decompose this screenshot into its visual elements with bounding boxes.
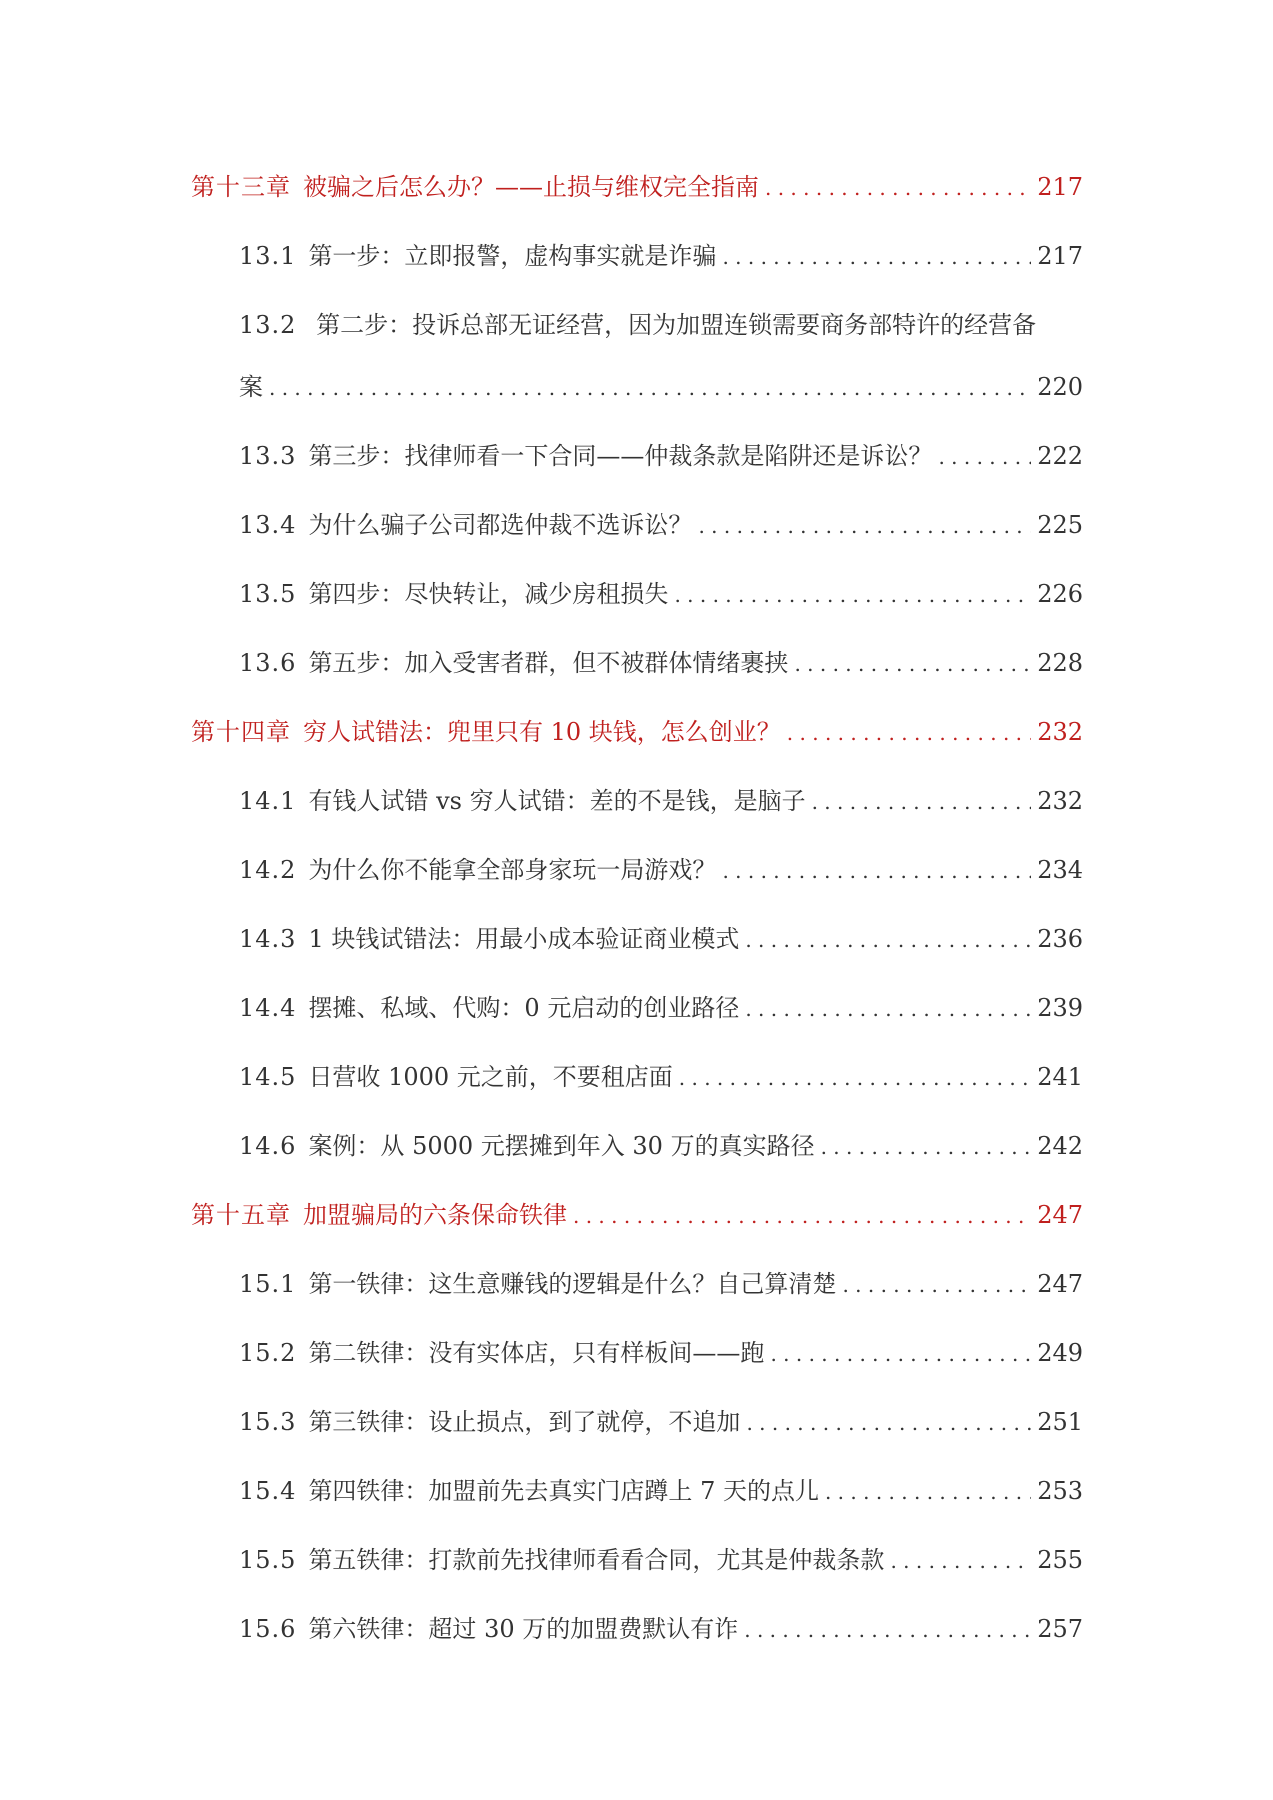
section-title: 有钱人试错 vs 穷人试错：差的不是钱，是脑子 — [308, 787, 806, 815]
section-title: 1 块钱试错法：用最小成本验证商业模式 — [308, 925, 740, 953]
section-title: 第五铁律：打款前先找律师看看合同，尤其是仲裁条款 — [308, 1546, 885, 1574]
section-number: 14.1 — [239, 787, 297, 815]
toc-section-14-3[interactable] — [239, 923, 1083, 956]
toc-section-13-6[interactable] — [239, 647, 1083, 680]
toc-section-13-2-line2[interactable] — [239, 371, 1083, 404]
page-number: 241 — [1037, 1063, 1083, 1091]
page-number: 234 — [1037, 856, 1083, 884]
leader-dots — [679, 1061, 1031, 1094]
section-number: 15.2 — [239, 1339, 297, 1367]
toc-section-15-1[interactable] — [239, 1268, 1083, 1301]
chapter-number: 第十三章 — [191, 173, 291, 201]
section-number: 14.4 — [239, 994, 297, 1022]
section-number: 13.5 — [239, 580, 297, 608]
page-number: 247 — [1037, 1270, 1083, 1298]
toc-section-15-4[interactable] — [239, 1475, 1083, 1508]
toc-section-15-3[interactable] — [239, 1406, 1083, 1439]
leader-dots — [765, 171, 1031, 204]
page-number: 228 — [1037, 649, 1083, 677]
leader-dots — [674, 578, 1031, 611]
section-title: 第五步：加入受害者群，但不被群体情绪裹挟 — [308, 649, 789, 677]
leader-dots — [770, 1337, 1031, 1370]
page-number: 249 — [1037, 1339, 1083, 1367]
toc-section-15-2[interactable] — [239, 1337, 1083, 1370]
section-number: 13.1 — [239, 242, 297, 270]
toc-section-13-3[interactable] — [239, 440, 1083, 473]
section-number: 13.3 — [239, 442, 297, 470]
leader-dots — [842, 1268, 1031, 1301]
section-title: 第三步：找律师看一下合同——仲裁条款是陷阱还是诉讼？ — [308, 442, 933, 470]
leader-dots — [745, 992, 1031, 1025]
section-title: 第一步：立即报警，虚构事实就是诈骗 — [308, 242, 717, 270]
page-number: 222 — [1037, 442, 1083, 470]
section-number: 15.3 — [239, 1408, 297, 1436]
toc-section-14-4[interactable] — [239, 992, 1083, 1025]
leader-dots — [698, 509, 1031, 542]
section-number: 14.2 — [239, 856, 297, 884]
leader-dots — [787, 716, 1031, 749]
page-number: 226 — [1037, 580, 1083, 608]
section-title: 为什么骗子公司都选仲裁不选诉讼？ — [308, 511, 693, 539]
leader-dots — [938, 440, 1031, 473]
section-number: 14.5 — [239, 1063, 297, 1091]
toc-section-15-5[interactable] — [239, 1544, 1083, 1577]
section-number: 13.4 — [239, 511, 297, 539]
section-title: 摆摊、私域、代购：0 元启动的创业路径 — [308, 994, 740, 1022]
leader-dots — [825, 1475, 1031, 1508]
section-title: 第三铁律：设止损点，到了就停，不追加 — [308, 1408, 741, 1436]
leader-dots — [744, 1613, 1031, 1646]
page-number: 253 — [1037, 1477, 1083, 1505]
leader-dots — [821, 1130, 1032, 1163]
page-number: 217 — [1037, 242, 1083, 270]
toc-chapter-13[interactable] — [191, 171, 1083, 204]
toc-chapter-14[interactable] — [191, 716, 1083, 749]
page-number: 232 — [1037, 787, 1083, 815]
leader-dots — [890, 1544, 1031, 1577]
section-title: 第四铁律：加盟前先去真实门店蹲上 7 天的点儿 — [308, 1477, 819, 1505]
chapter-number: 第十四章 — [191, 718, 291, 746]
section-number: 13.2 — [239, 311, 297, 339]
section-number: 15.6 — [239, 1615, 297, 1643]
toc-section-14-5[interactable] — [239, 1061, 1083, 1094]
page-number: 225 — [1037, 511, 1083, 539]
page-number: 232 — [1037, 718, 1083, 746]
toc-section-13-2-line1[interactable] — [239, 309, 1083, 341]
page-number: 239 — [1037, 994, 1083, 1022]
toc-section-13-1[interactable] — [239, 240, 1083, 273]
section-number: 14.6 — [239, 1132, 297, 1160]
toc-section-13-5[interactable] — [239, 578, 1083, 611]
page-number: 217 — [1037, 173, 1083, 201]
chapter-title: 加盟骗局的六条保命铁律 — [303, 1201, 567, 1229]
toc-section-14-2[interactable] — [239, 854, 1083, 887]
toc-section-15-6[interactable] — [239, 1613, 1083, 1646]
chapter-title: 穷人试错法：兜里只有 10 块钱，怎么创业？ — [303, 718, 781, 746]
chapter-title: 被骗之后怎么办？——止损与维权完全指南 — [303, 173, 759, 201]
page-number: 220 — [1037, 373, 1083, 401]
leader-dots — [722, 854, 1031, 887]
leader-dots — [573, 1199, 1031, 1232]
page-number: 251 — [1037, 1408, 1083, 1436]
leader-dots — [269, 371, 1031, 404]
section-title: 案例：从 5000 元摆摊到年入 30 万的真实路径 — [308, 1132, 815, 1160]
section-title-continued: 案 — [239, 373, 263, 401]
page-number: 242 — [1037, 1132, 1083, 1160]
section-title: 日营收 1000 元之前，不要租店面 — [308, 1063, 673, 1091]
page-number: 257 — [1037, 1615, 1083, 1643]
section-number: 15.5 — [239, 1546, 297, 1574]
page-number: 236 — [1037, 925, 1083, 953]
page-number: 247 — [1037, 1201, 1083, 1229]
leader-dots — [745, 923, 1031, 956]
section-number: 15.4 — [239, 1477, 297, 1505]
leader-dots — [812, 785, 1032, 818]
section-title: 第六铁律：超过 30 万的加盟费默认有诈 — [308, 1615, 739, 1643]
section-title: 第一铁律：这生意赚钱的逻辑是什么？自己算清楚 — [308, 1270, 837, 1298]
toc-section-13-4[interactable] — [239, 509, 1083, 542]
page-number: 255 — [1037, 1546, 1083, 1574]
toc-section-14-1[interactable] — [239, 785, 1083, 818]
section-title: 第四步：尽快转让，减少房租损失 — [308, 580, 669, 608]
section-title: 为什么你不能拿全部身家玩一局游戏？ — [308, 856, 717, 884]
leader-dots — [722, 240, 1031, 273]
section-number: 13.6 — [239, 649, 297, 677]
section-title: 第二步：投诉总部无证经营，因为加盟连锁需要商务部特许的经营备 — [316, 311, 1037, 339]
section-title: 第二铁律：没有实体店，只有样板间——跑 — [308, 1339, 765, 1367]
leader-dots — [794, 647, 1031, 680]
chapter-number: 第十五章 — [191, 1201, 291, 1229]
toc-section-14-6[interactable] — [239, 1130, 1083, 1163]
leader-dots — [746, 1406, 1031, 1439]
toc-chapter-15[interactable] — [191, 1199, 1083, 1232]
section-number: 14.3 — [239, 925, 297, 953]
section-number: 15.1 — [239, 1270, 297, 1298]
